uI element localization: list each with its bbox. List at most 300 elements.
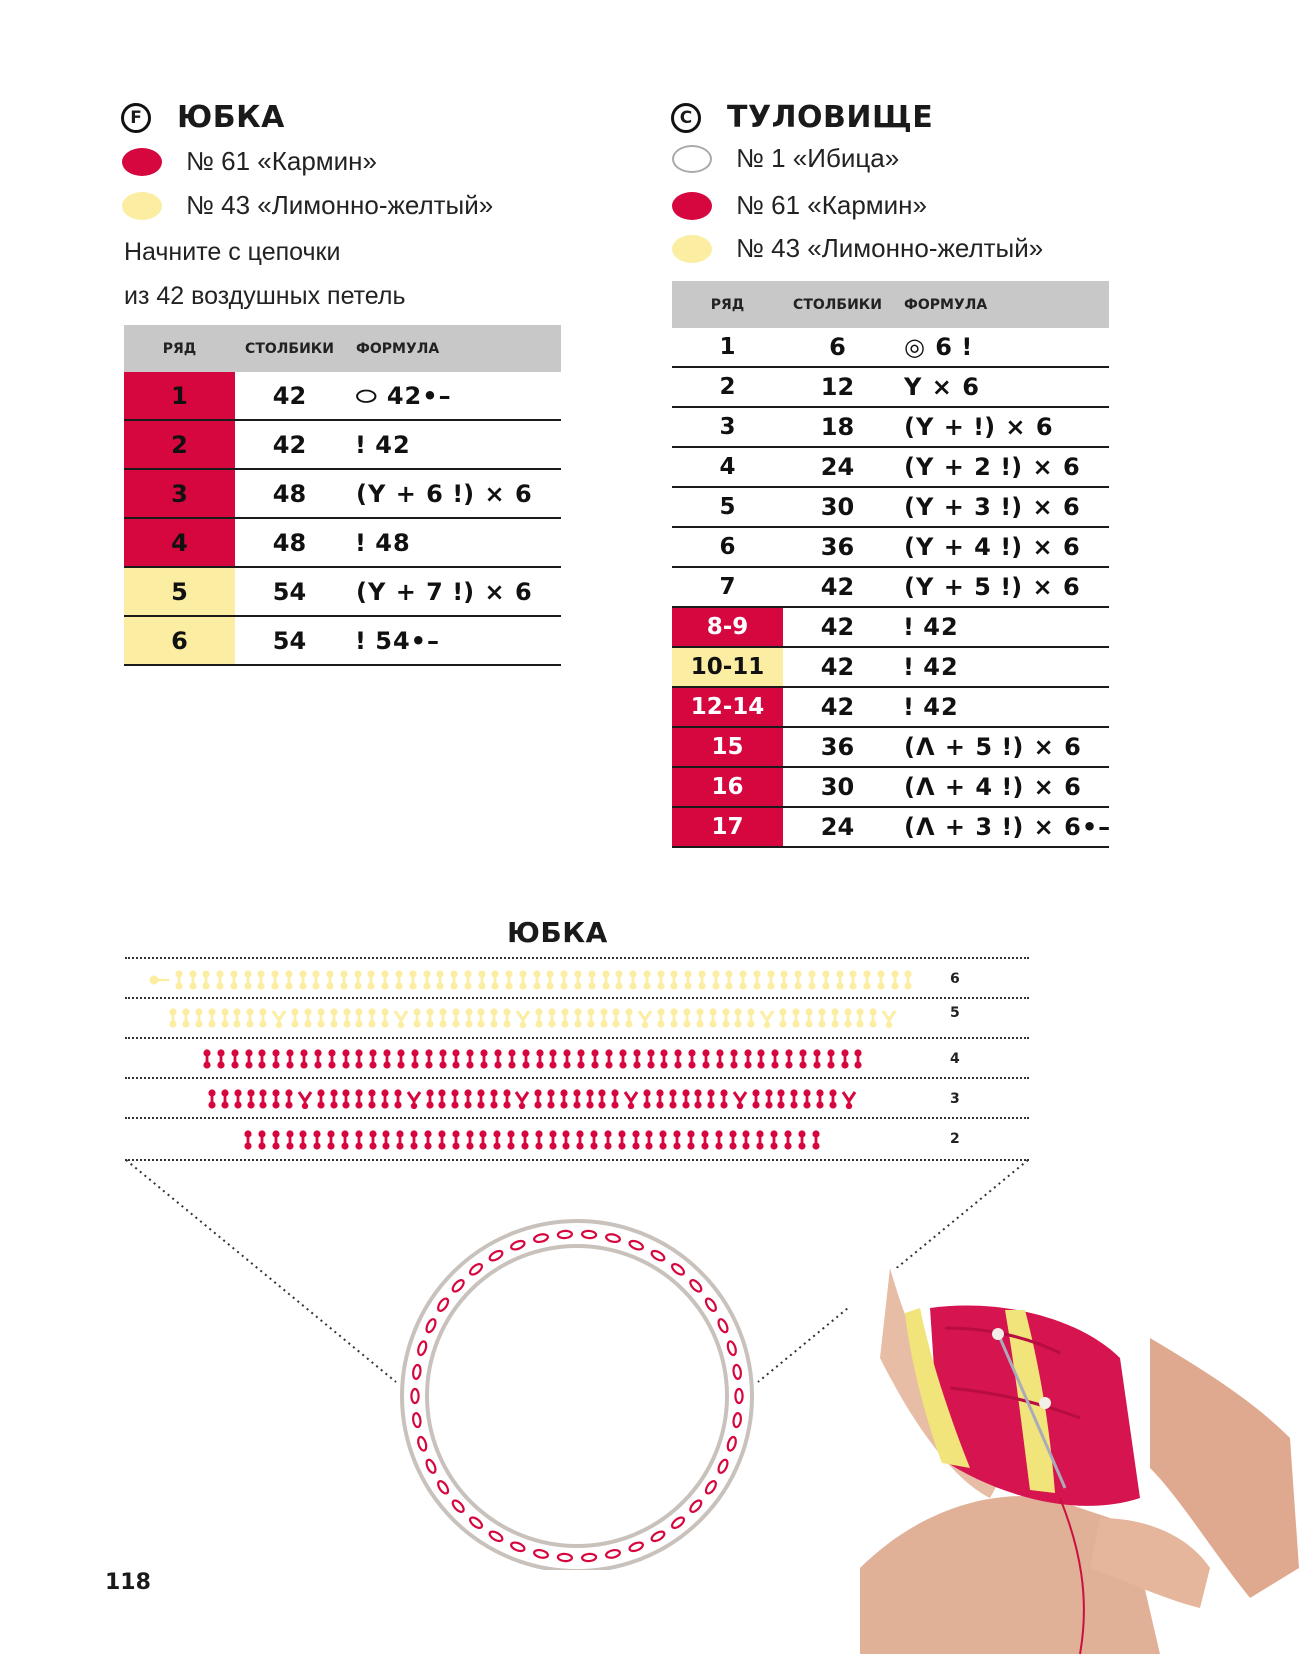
single-crochet-stitch bbox=[437, 1089, 447, 1109]
formula: ⬭ 42•– bbox=[344, 372, 561, 420]
single-crochet-stitch bbox=[681, 1089, 691, 1109]
single-crochet-stitch bbox=[409, 1130, 419, 1150]
chain-stitch bbox=[605, 1549, 620, 1559]
increase-stitch bbox=[297, 1089, 313, 1109]
single-crochet-stitch bbox=[215, 970, 225, 990]
single-crochet-stitch bbox=[656, 970, 666, 990]
chain-stitch bbox=[558, 1553, 573, 1561]
single-crochet-stitch bbox=[188, 970, 198, 990]
chain-stitch bbox=[425, 1318, 438, 1334]
single-crochet-stitch bbox=[451, 1130, 461, 1150]
single-crochet-stitch bbox=[354, 1049, 364, 1069]
chain-stitch bbox=[451, 1278, 466, 1293]
single-crochet-stitch bbox=[381, 1130, 391, 1150]
single-crochet-stitch bbox=[719, 1089, 729, 1109]
single-crochet-stitch bbox=[876, 970, 886, 990]
single-crochet-stitch bbox=[586, 1008, 596, 1028]
single-crochet-stitch bbox=[412, 1008, 422, 1028]
single-crochet-stitch bbox=[233, 1089, 243, 1109]
single-crochet-stitch bbox=[697, 970, 707, 990]
diagram-divider bbox=[125, 1117, 1029, 1119]
row-number: 17 bbox=[672, 807, 783, 847]
section-c-yarn-3 bbox=[672, 233, 1043, 264]
stitch-count: 18 bbox=[783, 407, 892, 447]
chain-stitch bbox=[726, 1340, 737, 1355]
single-crochet-stitch bbox=[545, 970, 555, 990]
single-crochet-stitch bbox=[285, 1049, 295, 1069]
single-crochet-stitch bbox=[312, 1130, 322, 1150]
formula: ǃ 42 bbox=[344, 420, 561, 469]
chain-stitch bbox=[688, 1278, 703, 1293]
single-crochet-stitch bbox=[245, 1008, 255, 1028]
single-crochet-stitch bbox=[840, 1049, 850, 1069]
single-crochet-stitch bbox=[751, 1089, 761, 1109]
chain-stitch bbox=[488, 1249, 504, 1262]
single-crochet-stitch bbox=[601, 970, 611, 990]
table-row bbox=[672, 527, 1109, 567]
table-row bbox=[672, 807, 1109, 847]
single-crochet-stitch bbox=[202, 1049, 212, 1069]
single-crochet-stitch bbox=[669, 970, 679, 990]
single-crochet-stitch bbox=[682, 1008, 692, 1028]
table-row bbox=[672, 487, 1109, 527]
single-crochet-stitch bbox=[764, 1089, 774, 1109]
single-crochet-stitch bbox=[451, 1008, 461, 1028]
section-f-badge: F bbox=[121, 103, 151, 133]
increase-stitch bbox=[732, 1089, 748, 1109]
single-crochet-stitch bbox=[802, 1089, 812, 1109]
row-number: 15 bbox=[672, 727, 783, 767]
single-crochet-stitch bbox=[449, 970, 459, 990]
single-crochet-stitch bbox=[789, 1089, 799, 1109]
product-photo bbox=[850, 1268, 1299, 1654]
single-crochet-stitch bbox=[741, 1130, 751, 1150]
single-crochet-stitch bbox=[843, 1008, 853, 1028]
single-crochet-stitch bbox=[476, 1089, 486, 1109]
single-crochet-stitch bbox=[755, 1130, 765, 1150]
row-number: 2 bbox=[124, 420, 235, 469]
diagram-row-label: 6 bbox=[950, 971, 960, 987]
single-crochet-stitch bbox=[672, 1130, 682, 1150]
single-crochet-stitch bbox=[830, 1008, 840, 1028]
single-crochet-stitch bbox=[464, 1008, 474, 1028]
chain-stitch bbox=[417, 1436, 428, 1451]
single-crochet-stitch bbox=[271, 1089, 281, 1109]
formula: (Y + 3 ǃ) × 6 bbox=[892, 487, 1109, 527]
section-f-yarn-1 bbox=[122, 146, 377, 177]
formula: ǃ 42 bbox=[892, 607, 1109, 647]
chain-stitch bbox=[510, 1541, 526, 1553]
table-row bbox=[124, 567, 561, 616]
diagram-title: ЮБКА bbox=[507, 916, 608, 949]
single-crochet-stitch bbox=[368, 1130, 378, 1150]
single-crochet-stitch bbox=[257, 1130, 267, 1150]
row-number: 6 bbox=[672, 527, 783, 567]
chain-stitch bbox=[436, 1479, 450, 1495]
single-crochet-stitch bbox=[532, 970, 542, 990]
single-crochet-stitch bbox=[504, 970, 514, 990]
single-crochet-stitch bbox=[341, 1049, 351, 1069]
single-crochet-stitch bbox=[354, 1089, 364, 1109]
chain-stitch bbox=[717, 1318, 730, 1334]
single-crochet-stitch bbox=[853, 1049, 863, 1069]
table-row bbox=[672, 567, 1109, 607]
single-crochet-stitch bbox=[659, 1049, 669, 1069]
single-crochet-stitch bbox=[683, 970, 693, 990]
table-row bbox=[672, 687, 1109, 727]
diagram-row-label: 2 bbox=[950, 1131, 960, 1147]
table-row bbox=[672, 767, 1109, 807]
single-crochet-stitch bbox=[408, 970, 418, 990]
table-row bbox=[124, 420, 561, 469]
increase-stitch bbox=[637, 1008, 653, 1028]
single-crochet-stitch bbox=[610, 1089, 620, 1109]
stitch-count: 42 bbox=[783, 687, 892, 727]
diagram-row-label: 3 bbox=[950, 1091, 960, 1107]
single-crochet-stitch bbox=[548, 1130, 558, 1150]
row-number: 12-14 bbox=[672, 687, 783, 727]
single-crochet-stitch bbox=[271, 1130, 281, 1150]
ring-outer bbox=[402, 1221, 752, 1570]
single-crochet-stitch bbox=[368, 1049, 378, 1069]
formula: (Y + 7 ǃ) × 6 bbox=[344, 567, 561, 616]
chain-stitch bbox=[468, 1516, 483, 1530]
single-crochet-stitch bbox=[367, 1089, 377, 1109]
chain-stitch bbox=[704, 1479, 718, 1495]
single-crochet-stitch bbox=[714, 1130, 724, 1150]
single-crochet-stitch bbox=[246, 1089, 256, 1109]
single-crochet-stitch bbox=[547, 1008, 557, 1028]
single-crochet-stitch bbox=[778, 1008, 788, 1028]
single-crochet-stitch bbox=[533, 1089, 543, 1109]
single-crochet-stitch bbox=[815, 1089, 825, 1109]
single-crochet-stitch bbox=[396, 1049, 406, 1069]
stitch-count: 42 bbox=[783, 607, 892, 647]
row-number: 4 bbox=[124, 518, 235, 567]
increase-stitch bbox=[623, 1089, 639, 1109]
chain-stitch bbox=[558, 1230, 573, 1238]
single-crochet-stitch bbox=[463, 1089, 473, 1109]
single-crochet-stitch bbox=[701, 1049, 711, 1069]
stitch-count: 54 bbox=[235, 567, 344, 616]
single-crochet-stitch bbox=[284, 1089, 294, 1109]
chain-stitch bbox=[717, 1458, 730, 1474]
fasten-off-mark bbox=[148, 970, 170, 990]
stitch-count: 12 bbox=[783, 367, 892, 407]
row-number: 2 bbox=[672, 367, 783, 407]
single-crochet-stitch bbox=[258, 1089, 268, 1109]
single-crochet-stitch bbox=[756, 1049, 766, 1069]
single-crochet-stitch bbox=[559, 970, 569, 990]
single-crochet-stitch bbox=[479, 1049, 489, 1069]
single-crochet-stitch bbox=[793, 970, 803, 990]
single-crochet-stitch bbox=[828, 1089, 838, 1109]
single-crochet-stitch bbox=[783, 1130, 793, 1150]
single-crochet-stitch bbox=[244, 1049, 254, 1069]
ring-inner bbox=[427, 1246, 727, 1546]
single-crochet-stitch bbox=[855, 1008, 865, 1028]
single-crochet-stitch bbox=[316, 1008, 326, 1028]
single-crochet-stitch bbox=[743, 1049, 753, 1069]
single-crochet-stitch bbox=[257, 1049, 267, 1069]
single-crochet-stitch bbox=[587, 970, 597, 990]
photo-hands-crochet bbox=[850, 1268, 1299, 1654]
single-crochet-stitch bbox=[779, 970, 789, 990]
increase-stitch bbox=[514, 1089, 530, 1109]
chain-stitch bbox=[510, 1239, 526, 1251]
single-crochet-stitch bbox=[243, 1130, 253, 1150]
row-number: 4 bbox=[672, 447, 783, 487]
single-crochet-stitch bbox=[572, 1089, 582, 1109]
single-crochet-stitch bbox=[284, 970, 294, 990]
single-crochet-stitch bbox=[585, 1089, 595, 1109]
single-crochet-stitch bbox=[425, 1008, 435, 1028]
header-row: РЯД bbox=[672, 281, 783, 328]
single-crochet-stitch bbox=[329, 1008, 339, 1028]
single-crochet-stitch bbox=[326, 1130, 336, 1150]
single-crochet-stitch bbox=[589, 1130, 599, 1150]
single-crochet-stitch bbox=[207, 1008, 217, 1028]
single-crochet-stitch bbox=[573, 970, 583, 990]
chain-stitch bbox=[488, 1530, 504, 1543]
single-crochet-stitch bbox=[604, 1049, 614, 1069]
single-crochet-stitch bbox=[285, 1130, 295, 1150]
stitch-count: 42 bbox=[783, 567, 892, 607]
single-crochet-stitch bbox=[490, 970, 500, 990]
single-crochet-stitch bbox=[366, 970, 376, 990]
stitch-count: 36 bbox=[783, 527, 892, 567]
single-crochet-stitch bbox=[708, 1008, 718, 1028]
section-f-title: ЮБКА bbox=[177, 100, 285, 135]
single-crochet-stitch bbox=[628, 970, 638, 990]
single-crochet-stitch bbox=[493, 1049, 503, 1069]
table-row bbox=[672, 727, 1109, 767]
diagram-divider bbox=[125, 1077, 1029, 1079]
chain-stitch bbox=[533, 1549, 548, 1559]
start-note-line-1: Начните с цепочки bbox=[124, 238, 341, 266]
yarn-swatch-lemon bbox=[672, 235, 712, 263]
single-crochet-stitch bbox=[425, 1089, 435, 1109]
stitch-count: 42 bbox=[783, 647, 892, 687]
single-crochet-stitch bbox=[502, 1008, 512, 1028]
row-number: 1 bbox=[672, 328, 783, 367]
single-crochet-stitch bbox=[632, 1049, 642, 1069]
diagram-stitch-row-3 bbox=[207, 1089, 857, 1109]
table-row bbox=[672, 407, 1109, 447]
formula: (Y + 6 ǃ) × 6 bbox=[344, 469, 561, 518]
single-crochet-stitch bbox=[299, 1049, 309, 1069]
single-crochet-stitch bbox=[435, 970, 445, 990]
single-crochet-stitch bbox=[546, 1089, 556, 1109]
single-crochet-stitch bbox=[313, 1049, 323, 1069]
single-crochet-stitch bbox=[229, 970, 239, 990]
formula: (Y + 2 ǃ) × 6 bbox=[892, 447, 1109, 487]
single-crochet-stitch bbox=[644, 1130, 654, 1150]
stitch-count: 42 bbox=[235, 420, 344, 469]
table-header-row bbox=[124, 325, 561, 372]
single-crochet-stitch bbox=[380, 970, 390, 990]
single-crochet-stitch bbox=[216, 1049, 226, 1069]
row-number: 5 bbox=[672, 487, 783, 527]
single-crochet-stitch bbox=[507, 1049, 517, 1069]
single-crochet-stitch bbox=[423, 1130, 433, 1150]
yarn-swatch-carmine bbox=[672, 192, 712, 220]
single-crochet-stitch bbox=[353, 970, 363, 990]
single-crochet-stitch bbox=[766, 970, 776, 990]
single-crochet-stitch bbox=[422, 970, 432, 990]
chain-stitch bbox=[735, 1389, 742, 1403]
single-crochet-stitch bbox=[804, 1008, 814, 1028]
stitch-count: 30 bbox=[783, 487, 892, 527]
yarn-label: № 1 «Ибица» bbox=[736, 143, 900, 173]
single-crochet-stitch bbox=[597, 1089, 607, 1109]
single-crochet-stitch bbox=[655, 1089, 665, 1109]
single-crochet-stitch bbox=[518, 970, 528, 990]
chain-stitch bbox=[533, 1233, 548, 1243]
single-crochet-stitch bbox=[631, 1130, 641, 1150]
single-crochet-stitch bbox=[451, 1049, 461, 1069]
single-crochet-stitch bbox=[769, 1130, 779, 1150]
row-number: 10-11 bbox=[672, 647, 783, 687]
single-crochet-stitch bbox=[668, 1089, 678, 1109]
diagram-row-label: 5 bbox=[950, 1005, 960, 1021]
single-crochet-stitch bbox=[521, 1049, 531, 1069]
diagram-stitch-row-2 bbox=[243, 1130, 821, 1150]
header-stitches: СТОЛБИКИ bbox=[783, 281, 892, 328]
single-crochet-stitch bbox=[271, 1049, 281, 1069]
single-crochet-stitch bbox=[194, 1008, 204, 1028]
formula: (Λ + 5 ǃ) × 6 bbox=[892, 727, 1109, 767]
single-crochet-stitch bbox=[733, 1008, 743, 1028]
chain-stitch bbox=[412, 1413, 421, 1428]
increase-stitch bbox=[881, 1008, 897, 1028]
single-crochet-stitch bbox=[618, 1049, 628, 1069]
single-crochet-stitch bbox=[642, 970, 652, 990]
chain-stitch bbox=[733, 1364, 742, 1379]
single-crochet-stitch bbox=[327, 1049, 337, 1069]
single-crochet-stitch bbox=[220, 1008, 230, 1028]
single-crochet-stitch bbox=[450, 1089, 460, 1109]
single-crochet-stitch bbox=[476, 1008, 486, 1028]
single-crochet-stitch bbox=[721, 1008, 731, 1028]
single-crochet-stitch bbox=[807, 970, 817, 990]
header-formula: ФОРМУЛА bbox=[892, 281, 1109, 328]
single-crochet-stitch bbox=[438, 1049, 448, 1069]
single-crochet-stitch bbox=[256, 970, 266, 990]
formula: (Λ + 4 ǃ) × 6 bbox=[892, 767, 1109, 807]
yarn-label: № 61 «Кармин» bbox=[736, 190, 928, 220]
diagram-stitch-row-5 bbox=[168, 1008, 898, 1028]
chain-stitch bbox=[451, 1499, 466, 1514]
chain-stitch bbox=[688, 1499, 703, 1514]
chain-stitch bbox=[417, 1340, 428, 1355]
single-crochet-stitch bbox=[724, 970, 734, 990]
single-crochet-stitch bbox=[382, 1049, 392, 1069]
stitch-count: 54 bbox=[235, 616, 344, 665]
diagram-divider bbox=[125, 997, 1029, 999]
single-crochet-stitch bbox=[770, 1049, 780, 1069]
single-crochet-stitch bbox=[380, 1089, 390, 1109]
chain-stitch bbox=[650, 1249, 666, 1262]
single-crochet-stitch bbox=[835, 970, 845, 990]
chain-stitch bbox=[628, 1239, 644, 1251]
stitch-count: 24 bbox=[783, 447, 892, 487]
chain-stitch bbox=[411, 1389, 418, 1403]
formula: Y × 6 bbox=[892, 367, 1109, 407]
row-number: 7 bbox=[672, 567, 783, 607]
single-crochet-stitch bbox=[394, 970, 404, 990]
single-crochet-stitch bbox=[232, 1008, 242, 1028]
single-crochet-stitch bbox=[502, 1089, 512, 1109]
single-crochet-stitch bbox=[729, 1049, 739, 1069]
yarn-label: № 61 «Кармин» bbox=[186, 146, 378, 176]
chain-stitch bbox=[582, 1230, 597, 1238]
stitch-count: 24 bbox=[783, 807, 892, 847]
single-crochet-stitch bbox=[340, 1130, 350, 1150]
chain-stitch bbox=[425, 1458, 438, 1474]
table-row bbox=[672, 447, 1109, 487]
single-crochet-stitch bbox=[325, 970, 335, 990]
single-crochet-stitch bbox=[646, 1049, 656, 1069]
single-crochet-stitch bbox=[342, 1008, 352, 1028]
single-crochet-stitch bbox=[290, 1008, 300, 1028]
skirt-pattern-table bbox=[124, 325, 561, 666]
single-crochet-stitch bbox=[711, 970, 721, 990]
single-crochet-stitch bbox=[258, 1008, 268, 1028]
single-crochet-stitch bbox=[603, 1130, 613, 1150]
single-crochet-stitch bbox=[367, 1008, 377, 1028]
row-number: 3 bbox=[124, 469, 235, 518]
formula: ǃ 42 bbox=[892, 647, 1109, 687]
diagram-divider bbox=[125, 1037, 1029, 1039]
increase-stitch bbox=[406, 1089, 422, 1109]
single-crochet-stitch bbox=[354, 1008, 364, 1028]
single-crochet-stitch bbox=[617, 1130, 627, 1150]
single-crochet-stitch bbox=[298, 1130, 308, 1150]
single-crochet-stitch bbox=[489, 1008, 499, 1028]
formula: (Λ + 3 ǃ) × 6•– bbox=[892, 807, 1109, 847]
single-crochet-stitch bbox=[201, 970, 211, 990]
single-crochet-stitch bbox=[535, 1049, 545, 1069]
increase-stitch bbox=[759, 1008, 775, 1028]
increase-stitch bbox=[841, 1089, 857, 1109]
increase-stitch bbox=[271, 1008, 287, 1028]
single-crochet-stitch bbox=[220, 1089, 230, 1109]
chain-stitch bbox=[628, 1541, 644, 1553]
single-crochet-stitch bbox=[862, 970, 872, 990]
single-crochet-stitch bbox=[393, 1089, 403, 1109]
section-c-badge: C bbox=[671, 103, 701, 133]
single-crochet-stitch bbox=[168, 1008, 178, 1028]
single-crochet-stitch bbox=[561, 1130, 571, 1150]
increase-stitch bbox=[515, 1008, 531, 1028]
single-crochet-stitch bbox=[559, 1089, 569, 1109]
single-crochet-stitch bbox=[560, 1008, 570, 1028]
formula: (Y + 5 ǃ) × 6 bbox=[892, 567, 1109, 607]
table-row bbox=[672, 647, 1109, 687]
single-crochet-stitch bbox=[573, 1008, 583, 1028]
chain-stitch bbox=[670, 1262, 685, 1276]
stitch-count: 48 bbox=[235, 469, 344, 518]
start-note-line-2: из 42 воздушных петель bbox=[124, 282, 406, 310]
row-number: 16 bbox=[672, 767, 783, 807]
single-crochet-stitch bbox=[575, 1130, 585, 1150]
stitch-count: 36 bbox=[783, 727, 892, 767]
table-row bbox=[672, 607, 1109, 647]
single-crochet-stitch bbox=[465, 1049, 475, 1069]
body-pattern-table bbox=[672, 281, 1112, 848]
single-crochet-stitch bbox=[599, 1008, 609, 1028]
